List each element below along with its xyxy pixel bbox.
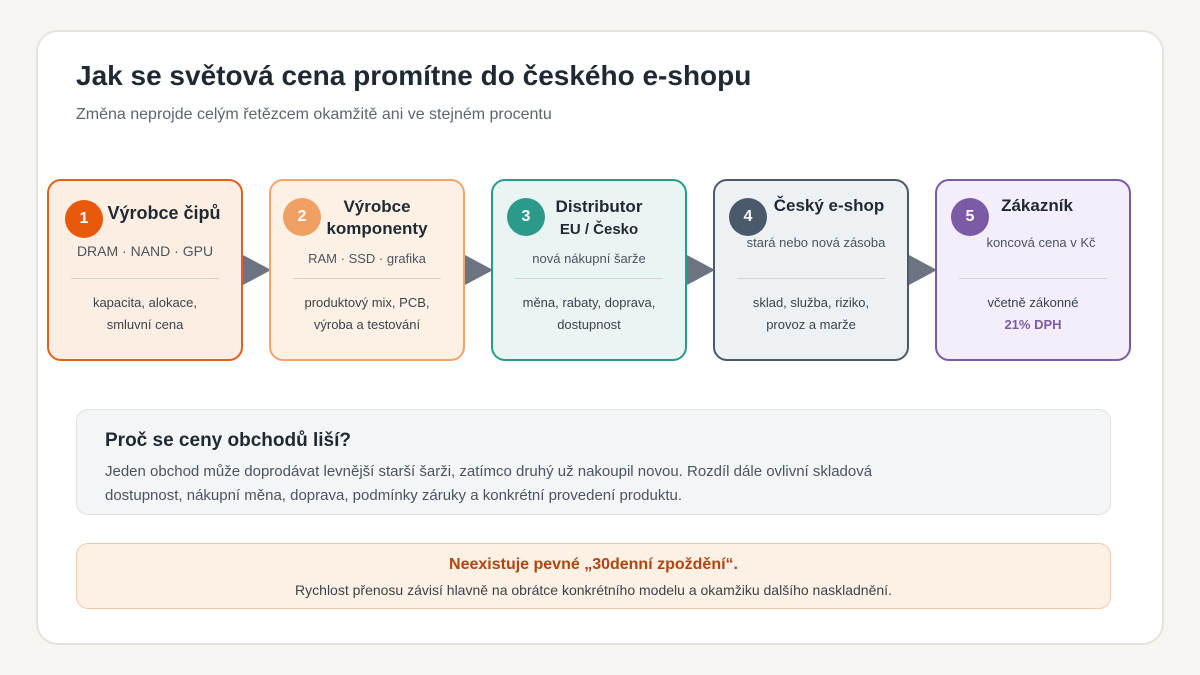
why-prices-differ-box — [76, 409, 1111, 515]
divider — [515, 278, 663, 279]
page-subtitle: Změna neprojde celým řetězcem okamžitě ani ve stejném procentu — [76, 106, 552, 123]
step-description-line: včetně zákonné — [987, 295, 1079, 310]
page-title: Jak se světová cena promítne do českého e-shopu — [76, 60, 752, 91]
step-title — [271, 196, 463, 240]
step-subtitle: stará nebo nová zásoba — [746, 235, 886, 250]
step-number-badge: 4 — [729, 198, 767, 236]
step-title-line: Výrobce — [343, 197, 411, 216]
why-title: Proč se ceny obchodů liší? — [105, 430, 352, 451]
step-title-line: Distributor — [555, 197, 643, 216]
arrow-right-icon — [909, 255, 937, 285]
step-number-badge: 3 — [507, 198, 545, 236]
no-fixed-delay-note — [76, 543, 1111, 609]
step-chip-manufacturer — [47, 179, 243, 361]
vat-rate: 21% DPH — [1004, 317, 1062, 332]
step-description — [725, 292, 897, 336]
step-description — [59, 292, 231, 336]
arrow-right-icon — [465, 255, 493, 285]
step-description-line: produktový mix, PCB, — [304, 295, 430, 310]
why-text: Jeden obchod může doprodávat levnější starší šarži, zatímco druhý už nakoupil novou. Rozdíl dále ovlivní skladová dostupnost, nákupní měna, doprava, podmínky záruky a konkrétní provedení produktu. — [105, 463, 873, 504]
step-title: Výrobce čipů — [107, 203, 221, 223]
step-description — [281, 292, 453, 336]
step-customer — [935, 179, 1131, 361]
divider — [737, 278, 885, 279]
step-title: Český e-shop — [773, 196, 885, 215]
divider — [71, 278, 219, 279]
divider — [293, 278, 441, 279]
step-component-manufacturer — [269, 179, 465, 361]
step-title: Zákazník — [1001, 196, 1073, 215]
step-title-line: komponenty — [326, 219, 428, 238]
arrow-right-icon — [243, 255, 271, 285]
note-text: Rychlost přenosu závisí hlavně na obrátce konkrétního modelu a okamžiku dalšího naskladnění. — [295, 582, 892, 598]
step-description-line: dostupnost — [557, 317, 621, 332]
divider — [959, 278, 1107, 279]
step-distributor — [491, 179, 687, 361]
step-number-badge: 1 — [65, 200, 103, 238]
step-description — [947, 292, 1119, 336]
note-title: Neexistuje pevné „30denní zpoždění“. — [449, 556, 738, 573]
step-subtitle: koncová cena v Kč — [986, 235, 1096, 250]
step-subtitle: RAM · SSD · grafika — [308, 251, 426, 266]
step-subtitle: nová nákupní šarže — [532, 251, 646, 266]
step-subtitle: DRAM · NAND · GPU — [76, 243, 214, 259]
step-czech-eshop — [713, 179, 909, 361]
step-title — [493, 196, 685, 241]
step-title-line: EU / Česko — [559, 221, 639, 238]
step-number-badge: 5 — [951, 198, 989, 236]
arrow-right-icon — [687, 255, 715, 285]
step-description-line: provoz a marže — [766, 317, 856, 332]
step-description-line: sklad, služba, riziko, — [752, 295, 870, 310]
step-description-line: kapacita, alokace, — [92, 295, 198, 310]
step-description-line: výroba a testování — [313, 317, 421, 332]
step-number-badge: 2 — [283, 198, 321, 236]
step-description-line: měna, rabaty, doprava, — [522, 295, 656, 310]
step-description — [503, 292, 675, 336]
step-description-line: smluvní cena — [106, 317, 184, 332]
